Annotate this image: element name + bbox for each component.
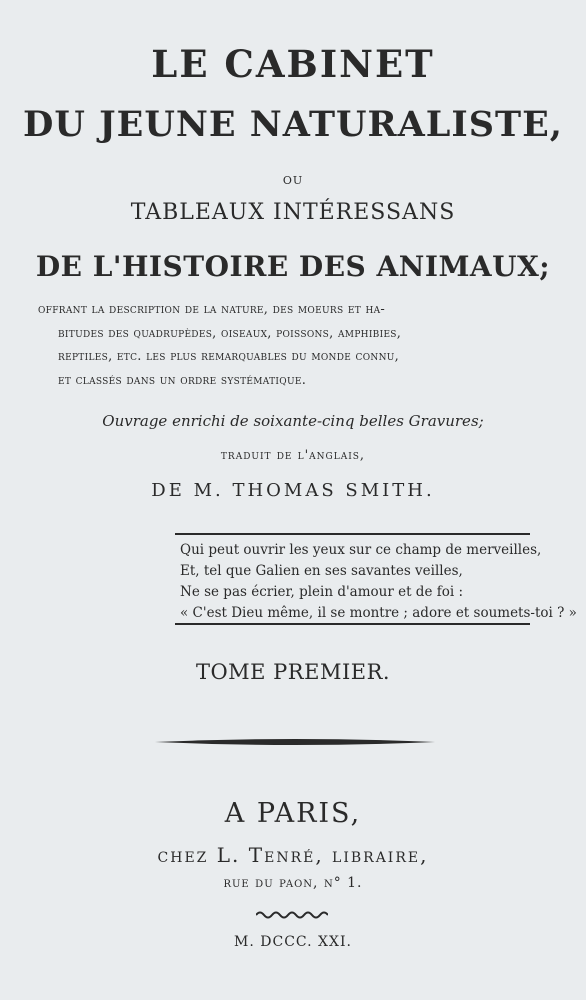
author: DE M. THOMAS SMITH. [151, 480, 435, 501]
epigraph-line-4: « C'est Dieu même, il se montre ; adore et soumets-toi ? » [180, 605, 577, 621]
wavy-ornament [256, 910, 328, 920]
description-line-2: bitudes des quadrupèdes, oiseaux, poissons, amphibies, [58, 325, 402, 341]
title-line-1: LE CABINET [151, 42, 435, 86]
epigraph-line-3: Ne se pas écrier, plein d'amour et de foi : [180, 584, 464, 600]
title-ou: ou [282, 170, 304, 188]
epigraph [180, 540, 577, 624]
description-line-1: offrant la description de la nature, des moeurs et ha- [38, 302, 386, 317]
epigraph-line-1: Qui peut ouvrir les yeux sur ce champ de merveilles, [180, 542, 542, 558]
translation-note: traduit de l'anglais, [220, 448, 366, 463]
title-line-3: TABLEAUX INTÉRESSANS [130, 200, 456, 225]
epigraph-bottom-rule [175, 623, 530, 625]
ornamental-rule [155, 737, 435, 747]
description [38, 298, 548, 392]
imprint-address: rue du paon, n° 1. [223, 875, 363, 891]
title-line-4: DE L'HISTOIRE DES ANIMAUX; [35, 250, 551, 283]
ouvrage-note: Ouvrage enrichi de soixante-cinq belles Gravures; [102, 412, 484, 430]
imprint-city: A PARIS, [224, 798, 362, 829]
epigraph-top-rule [175, 533, 530, 535]
volume-label: TOME PREMIER. [195, 660, 391, 684]
imprint-publisher: chez L. Tenré, libraire, [157, 843, 429, 867]
title-line-2: DU JEUNE NATURALISTE, [23, 104, 563, 145]
description-line-3: reptiles, etc. les plus remarquables du monde connu, [58, 349, 400, 364]
epigraph-line-2: Et, tel que Galien en ses savantes veilles, [180, 563, 463, 579]
description-line-4: et classés dans un ordre systématique. [58, 372, 307, 388]
imprint-year: M. DCCC. XXI. [234, 934, 352, 950]
